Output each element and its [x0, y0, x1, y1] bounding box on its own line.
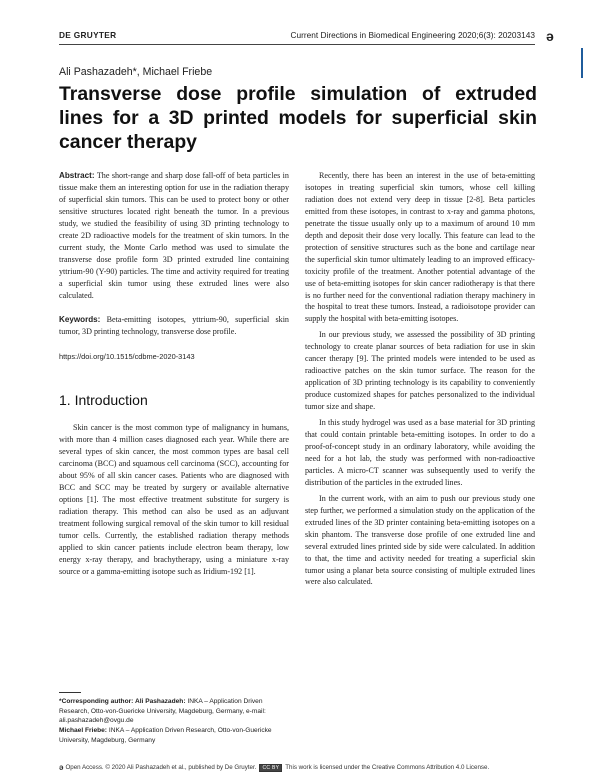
license-text: This work is licensed under the Creative Commons Attribution 4.0 License. — [285, 764, 490, 771]
corresponding-author-note — [59, 697, 289, 726]
introduction-paragraph: Skin cancer is the most common type of malignancy in humans, with more than 4 million cases diagnosed each year. While there are several types of skin cancer, the most common types are basal cell carcinoma (BCC) and squamous cell carcinoma (SCC), accounting for about 95% of all skin cancer cases. Patients who are diagnosed with BCC and SCC may be treated by surgery or available alternative options [1]. The most effective treatment substitute for surgery is radiation therapy. This method can also be used as an adjuvant treatment following surgical removal of the skin tumor to kill residual tumor cells. Currently, the established radiation therapy methods applied to skin cancer patients include electron beam therapy, low energy x-ray therapy, and brachytherapy, using a miniature x-ray source or a gamma-emitting isotope such as Iridium-192 [1]. — [59, 423, 289, 576]
left-column — [59, 170, 289, 578]
open-access-small-icon: ə — [59, 763, 64, 772]
body-paragraph: In the current work, with an aim to push our previous study one step further, we performed a simulation study on the application of the extruded lines of the 3D printer containing beta-emitting isotopes on a skin phantom. The transverse dose profile of one extruded line and several extruded lines printed side by side were calculated. In addition to that, the time and activity needed for treating a superficial skin tumor using a planar beta source consisting of multiple extruded lines were also calculated. — [305, 493, 535, 587]
publisher-name: DE GRUYTER — [59, 30, 117, 40]
coauthor-label: Michael Friebe: — [59, 727, 108, 734]
cc-by-badge[interactable]: CC BY — [259, 764, 282, 772]
coauthor-note — [59, 726, 289, 745]
paper-title: Transverse dose profile simulation of extruded lines for a 3D printed models for superficial skin cancer therapy — [59, 83, 537, 153]
page-header — [59, 28, 535, 42]
corresponding-author-affiliation: INKA – Application Driven Research, Otto-von-Guericke University, Magdeburg, Germany, e-mail: ali.pashazadeh@ovgu.de — [59, 698, 266, 724]
abstract — [59, 170, 289, 301]
body-paragraph: In our previous study, we assessed the possibility of 3D printing technology to create planar sources of beta radiation for use in skin cancer therapy [9]. The printed models were intended to be used as radioactive patches on the skin tumor surface. The reason for the application of 3D printing technology is its capability to conveniently produce customized shapes for patches personalized to the individual tumor size and shape. — [305, 330, 535, 412]
journal-citation: Current Directions in Biomedical Engineering 2020;6(3): 20203143 — [290, 30, 535, 40]
body-paragraph: Recently, there has been an interest in the use of beta-emitting isotopes in treating superficial skin tumors, whose cell killing radiation does not extend very deep in tissue [2-8]. Beta particles emitted from these isotopes, in contrast to x-ray and gamma photons, penetrate the tissue usually only up to a maximum of around 10 mm depth and deposit their dose very locally. This feature can lead to the protection of sensitive structures such as the bone and cartilage near the superficial skin tumor ultimately leading to an improved efficacy-toxicity profile of the treatment. Another potential advantage of the use of beta-emitting isotopes for skin cancer radiotherapy is that there is no further need for the conventional radiation therapy machinery in the hospital to treat these tumors. Instead, a radioisotope provider can supply the hospital with beta-emitting isotopes. — [305, 171, 535, 324]
abstract-text: The short-range and sharp dose fall-off of beta particles in tissue make them an interesting option for use in the radiation therapy of superficial skin tumors. This can be used to protect bony or other sensitive structures located right beneath the tumor. In a previous study, we studied the feasibility of using 3D printing technology to create 2D radioactive models for the treatment of skin tumors. In the current study, the Monte Carlo method was used to simulate the transverse dose profile form 3D printed extruded line containing yttrium-90 (Y-90) particles. The time and activity required for treating a superficial skin tumor using these extruded lines were also calculated. — [59, 171, 289, 300]
keywords-text: Beta-emitting isotopes, yttrium-90, superficial skin tumor, 3D printing technology, transverse dose profile. — [59, 315, 289, 337]
section-heading-introduction: 1. Introduction — [59, 392, 148, 409]
body-paragraph: In this study hydrogel was used as a base material for 3D printing that could contain printable beta-emitting isotopes. In order to do a proof-of-concept study in an ordinary laboratory, while avoiding the need for a hot lab, the study was performed with non-radioactive particles. A micro-CT scanner was subsequently used to verify the distribution of the particles in the extruded lines. — [305, 418, 535, 487]
side-accent-bar — [581, 48, 583, 78]
abstract-label: Abstract: — [59, 171, 95, 180]
coauthor-affiliation: INKA – Application Driven Research, Otto-von-Guericke University, Magdeburg, Germany — [59, 727, 272, 744]
copyright-text: Open Access. © 2020 Ali Pashazadeh et al., published by De Gruyter. — [65, 764, 257, 771]
license-footer — [59, 763, 539, 772]
doi-link[interactable]: https://doi.org/10.1515/cdbme-2020-3143 — [59, 352, 195, 362]
corresponding-author-label: *Corresponding author: Ali Pashazadeh: — [59, 698, 186, 705]
keywords — [59, 314, 289, 338]
header-divider — [59, 44, 535, 45]
right-column — [305, 170, 535, 588]
author-footnotes — [59, 697, 289, 746]
keywords-label: Keywords: — [59, 315, 101, 325]
open-access-icon: ə — [546, 28, 554, 44]
footnote-divider — [59, 692, 81, 693]
author-list: Ali Pashazadeh*, Michael Friebe — [59, 66, 213, 78]
